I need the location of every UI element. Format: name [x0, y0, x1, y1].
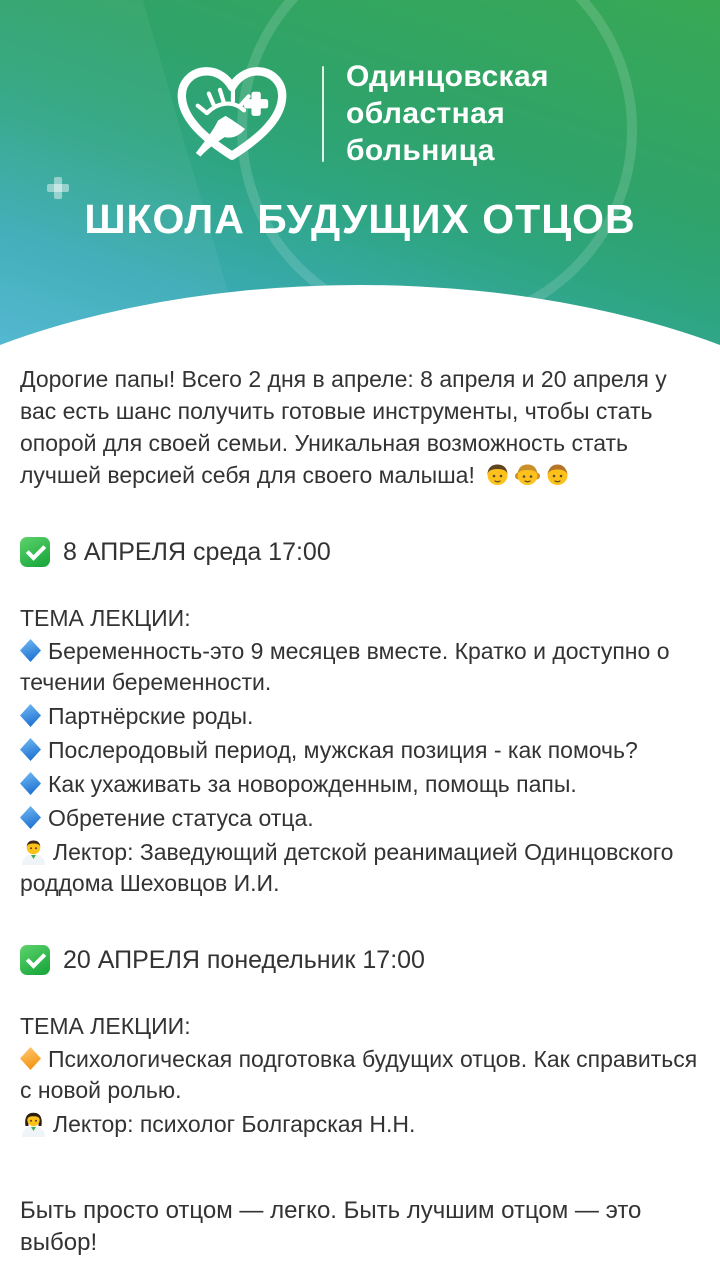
orange-diamond-icon	[20, 1047, 41, 1070]
blue-diamond-icon	[20, 738, 41, 761]
girl-face-icon	[514, 461, 541, 488]
session1-date-row	[20, 537, 700, 567]
man-health-worker-icon	[20, 838, 47, 865]
poster-title: ШКОЛА БУДУЩИХ ОТЦОВ	[84, 196, 636, 242]
session1-date: 8 АПРЕЛЯ среда 17:00	[63, 537, 331, 566]
header-banner	[0, 0, 720, 345]
man-face-icon	[484, 461, 511, 488]
hospital-logo-heart-deer-icon	[170, 63, 294, 165]
blue-diamond-icon	[20, 639, 41, 662]
topic-text: Послеродовый период, мужская позиция - как помочь?	[48, 737, 638, 763]
session1-topic-1	[20, 636, 700, 698]
woman-health-worker-icon	[20, 1110, 47, 1137]
session2-date-row	[20, 945, 700, 975]
green-checkbox-icon	[20, 537, 50, 567]
hospital-logo-block	[170, 58, 549, 169]
hospital-name-line1: Одинцовская	[346, 60, 549, 93]
session1-topic-5	[20, 803, 700, 834]
session1-topic-3	[20, 735, 700, 766]
topic-text: Партнёрские роды.	[48, 703, 254, 729]
green-checkbox-icon	[20, 945, 50, 975]
intro-text: Дорогие папы! Всего 2 дня в апреле: 8 апреля и 20 апреля у вас есть шанс получить готовые инструменты, чтобы стать опорой для своей семьи. Уникальная возможность стать лучшей версией себя для своего малыша!	[20, 366, 667, 488]
lecturer-text: Лектор: психолог Болгарская Н.Н.	[53, 1111, 416, 1137]
lecturer-text: Лектор: Заведующий детской реанимацией Одинцовского роддома Шеховцов И.И.	[20, 839, 674, 896]
session2-lecturer	[20, 1109, 700, 1140]
blue-diamond-icon	[20, 806, 41, 829]
session2-topics-heading: ТЕМА ЛЕКЦИИ:	[20, 1013, 191, 1039]
topic-text: Психологическая подготовка будущих отцов. Как справиться с новой ролью.	[20, 1046, 698, 1103]
session2-date: 20 АПРЕЛЯ понедельник 17:00	[63, 945, 425, 974]
session2-topic-1	[20, 1044, 700, 1106]
session1-lecturer	[20, 837, 700, 899]
boy-face-icon	[544, 461, 571, 488]
topic-text: Беременность-это 9 месяцев вместе. Кратко и доступно о течении беременности.	[20, 638, 670, 695]
hospital-name	[346, 58, 549, 169]
session1-topic-4	[20, 769, 700, 800]
topic-text: Обретение статуса отца.	[48, 805, 314, 831]
hospital-name-line3: больница	[346, 134, 495, 167]
footer-tagline: Быть просто отцом — легко. Быть лучшим отцом — это выбор!	[20, 1197, 642, 1256]
hospital-name-line2: областная	[346, 97, 506, 130]
session1-topic-2	[20, 701, 700, 732]
intro-paragraph	[20, 363, 700, 491]
blue-diamond-icon	[20, 772, 41, 795]
family-emoji-group	[481, 462, 571, 488]
flyer-content	[0, 363, 720, 1259]
logo-divider	[322, 66, 324, 162]
topic-text: Как ухаживать за новорожденным, помощь папы.	[48, 771, 577, 797]
blue-diamond-icon	[20, 704, 41, 727]
session1-topics-heading: ТЕМА ЛЕКЦИИ:	[20, 605, 191, 631]
